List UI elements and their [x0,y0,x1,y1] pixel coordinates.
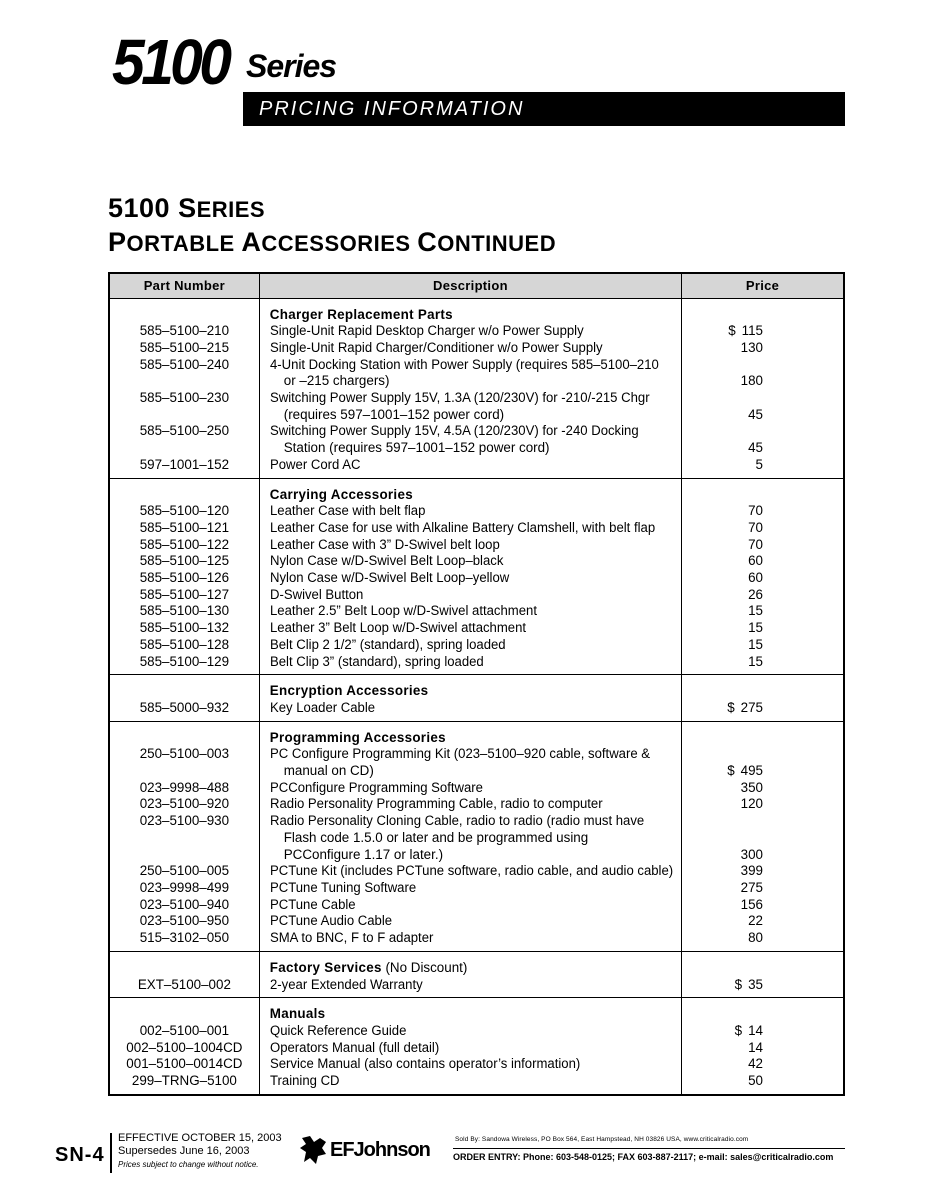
description-cell [259,897,681,914]
price-cell [682,603,844,620]
price-cell [682,813,844,863]
table-row [109,813,844,863]
price-spacer [682,813,763,846]
description: PCTune Audio Cable [269,913,392,929]
part-number: 023–5100–950 [109,913,259,930]
table-row [109,880,844,897]
category-title: Manuals [269,1006,326,1022]
table-row [109,930,844,951]
description-cell [259,880,681,897]
table-row [109,503,844,520]
price-value: 70 [748,519,763,535]
description-continued: Flash code 1.5.0 or later and be programmed using [283,829,589,845]
part-number: 250–5100–003 [109,746,259,779]
price-cell [682,620,844,637]
description-cell [259,780,681,797]
part-number: 597–1001–152 [109,457,259,478]
description: PC Configure Programming Kit (023–5100–920 cable, software & [269,746,650,762]
price-cell [682,587,844,604]
table-row [109,1073,844,1095]
category-title: Carrying Accessories [269,486,413,502]
description-cell [259,654,681,675]
price-disclaimer: Prices subject to change without notice. [118,1160,259,1169]
price-spacer [682,390,763,407]
price-cell [682,1040,844,1057]
price-value: 275 [740,699,763,715]
description: 2-year Extended Warranty [269,976,423,992]
price-cell [682,553,844,570]
description: Single-Unit Rapid Desktop Charger w/o Power Supply [269,323,584,339]
price-cell [682,746,844,779]
section-title-line2: PORTABLE ACCESSORIES CONTINUED [108,227,557,257]
table-row [109,977,844,998]
table-row [109,457,844,478]
category-title: Programming Accessories [269,729,446,745]
table-row [109,863,844,880]
price-cell [682,977,844,998]
price-cell [682,863,844,880]
description-cell [259,620,681,637]
price-cell [682,700,844,721]
pricing-banner: PRICING INFORMATION [243,92,845,126]
description: Power Cord AC [269,456,361,472]
table-row [109,620,844,637]
price-value: 60 [748,553,763,569]
price-value: 180 [740,373,763,389]
section-title-line1: 5100 SERIES [108,193,266,223]
price-value: 300 [740,846,763,862]
price-cell [682,930,844,951]
description-cell [259,796,681,813]
price-value: 15 [748,603,763,619]
price-cell [682,1056,844,1073]
price-value: 275 [740,880,763,895]
description-cell [259,746,681,779]
part-number: EXT–5100–002 [109,977,259,998]
price-spacer [682,423,763,440]
part-number: 585–5100–127 [109,587,259,604]
description-cell [259,1073,681,1095]
table-header-row [109,273,844,298]
description-cell [259,637,681,654]
part-number: 585–5100–230 [109,390,259,423]
description: Leather Case for use with Alkaline Battery Clamshell, with belt flap [269,519,655,535]
brand-number: 5100 [112,26,229,98]
description: Leather Case with belt flap [269,503,426,519]
category-row [109,998,844,1023]
table-row [109,1056,844,1073]
description: D-Swivel Button [269,586,364,602]
table-row [109,780,844,797]
price-value: 50 [748,1073,763,1089]
category-title: Factory Services [269,959,382,975]
price-cell [682,357,844,390]
price-value: 42 [748,1056,763,1072]
description-cell [259,603,681,620]
description-cell [259,587,681,604]
description-cell [259,503,681,520]
description-continued: PCConfigure 1.17 or later.) [283,846,444,862]
brand-series: Series [246,48,337,84]
price-cell [682,880,844,897]
price-cell [682,340,844,357]
price-value: 14 [748,1039,763,1055]
logo-text: EFJohnson [330,1138,430,1161]
currency-symbol: $ [728,323,736,339]
currency-symbol: $ [734,1022,743,1038]
table-row [109,746,844,779]
category-title: Charger Replacement Parts [269,306,453,322]
header-description: Description [259,273,681,298]
part-number: 585–5000–932 [109,700,259,721]
currency-symbol: $ [727,763,735,779]
part-number: 023–9998–488 [109,780,259,797]
order-entry: ORDER ENTRY: Phone: 603-548-0125; FAX 603-887-2117; e-mail: sales@criticalradio.com [453,1152,834,1162]
description: Quick Reference Guide [269,1022,407,1038]
part-number: 585–5100–130 [109,603,259,620]
price-value: 15 [748,653,763,669]
part-number: 002–5100–001 [109,1023,259,1040]
price-cell [682,323,844,340]
part-number: 515–3102–050 [109,930,259,951]
part-number: 023–5100–940 [109,897,259,914]
part-number: 585–5100–240 [109,357,259,390]
description: Service Manual (also contains operator’s information) [269,1056,580,1072]
price-cell [682,537,844,554]
description: PCConfigure Programming Software [269,779,483,795]
table-row [109,897,844,914]
price-cell [682,570,844,587]
price-value: 80 [748,930,763,946]
category-row [109,298,844,323]
description: Nylon Case w/D-Swivel Belt Loop–yellow [269,570,509,586]
table-row [109,637,844,654]
description: Operators Manual (full detail) [269,1039,439,1055]
part-number: 585–5100–126 [109,570,259,587]
price-value: 22 [748,913,763,929]
description-cell [259,930,681,951]
description: SMA to BNC, F to F adapter [269,930,434,946]
category-row [109,721,844,746]
price-value: 350 [740,779,763,795]
description-cell [259,813,681,863]
description-cell [259,537,681,554]
price-cell [682,1023,844,1040]
footer-divider [110,1133,112,1173]
price-spacer [682,746,763,763]
part-number: 585–5100–120 [109,503,259,520]
description-cell [259,570,681,587]
table-row [109,390,844,423]
supersedes-date: Supersedes June 16, 2003 [118,1145,250,1157]
table-row [109,357,844,390]
category-row [109,478,844,503]
description: Radio Personality Programming Cable, radio to computer [269,796,603,812]
price-value: 130 [740,339,763,355]
efjohnson-logo [300,1134,430,1166]
table-row [109,537,844,554]
description: Switching Power Supply 15V, 1.3A (120/230V) for -210/-215 Chgr [269,390,650,406]
price-cell [682,780,844,797]
part-number: 250–5100–005 [109,863,259,880]
price-value: 35 [748,976,763,992]
description-cell [259,863,681,880]
description-cell [259,390,681,423]
description: Nylon Case w/D-Swivel Belt Loop–black [269,553,504,569]
effective-date: EFFECTIVE OCTOBER 15, 2003 [118,1132,282,1144]
description-cell [259,553,681,570]
part-number: 023–5100–930 [109,813,259,863]
description: Training CD [269,1073,340,1089]
price-value: 15 [748,620,763,636]
description-cell [259,357,681,390]
price-cell [682,897,844,914]
price-value: 120 [740,796,763,812]
price-cell [682,423,844,456]
description-cell [259,700,681,721]
table-row [109,1040,844,1057]
sold-by: Sold By: Sandowa Wireless, PO Box 564, East Hampstead, NH 03826 USA, www.criticalradio.com [455,1136,749,1143]
price-value: 60 [748,570,763,586]
description-cell [259,457,681,478]
part-number: 585–5100–129 [109,654,259,675]
description: Leather Case with 3” D-Swivel belt loop [269,536,500,552]
description: Key Loader Cable [269,699,375,715]
price-value: 495 [740,763,763,779]
header-price: Price [682,273,844,298]
table-row [109,587,844,604]
table-row [109,796,844,813]
currency-symbol: $ [727,699,735,715]
part-number: 001–5100–0014CD [109,1056,259,1073]
description-continued: (requires 597–1001–152 power cord) [283,406,505,422]
description: Single-Unit Rapid Charger/Conditioner w/o Power Supply [269,339,603,355]
table-row [109,423,844,456]
price-cell [682,796,844,813]
part-number: 023–9998–499 [109,880,259,897]
efjohnson-logo-icon [300,1134,328,1166]
table-row [109,570,844,587]
table-row [109,913,844,930]
description-cell [259,913,681,930]
description: 4-Unit Docking Station with Power Supply (requires 585–5100–210 [269,356,659,372]
table-row [109,340,844,357]
price-value: 5 [755,456,763,472]
part-number: 585–5100–210 [109,323,259,340]
part-number: 585–5100–250 [109,423,259,456]
description-cell [259,1056,681,1073]
price-value: 156 [740,896,763,912]
description-cell [259,520,681,537]
description: Leather 2.5” Belt Loop w/D-Swivel attachment [269,603,537,619]
table-row [109,323,844,340]
description-cell [259,1040,681,1057]
price-cell [682,503,844,520]
description-continued: Station (requires 597–1001–152 power cord) [283,440,550,456]
description: Leather 3” Belt Loop w/D-Swivel attachment [269,620,526,636]
footer-rule [453,1148,845,1149]
description: PCTune Kit (includes PCTune software, radio cable, and audio cable) [269,863,673,879]
category-row [109,675,844,700]
price-value: 26 [748,586,763,602]
price-value: 70 [748,503,763,519]
price-value: 70 [748,536,763,552]
part-number: 585–5100–132 [109,620,259,637]
description: Belt Clip 3” (standard), spring loaded [269,653,484,669]
price-value: 45 [748,440,763,456]
part-number: 585–5100–122 [109,537,259,554]
price-spacer [682,357,763,374]
description-cell [259,323,681,340]
price-cell [682,637,844,654]
table-row [109,654,844,675]
accessories-price-table [108,272,845,1096]
table-row [109,1023,844,1040]
category-note: (No Discount) [381,959,468,975]
description: Belt Clip 2 1/2” (standard), spring loaded [269,636,506,652]
price-cell [682,457,844,478]
table-row [109,700,844,721]
price-value: 45 [748,406,763,422]
description: PCTune Tuning Software [269,880,416,895]
price-value: 399 [740,863,763,879]
description-cell [259,340,681,357]
part-number: 585–5100–121 [109,520,259,537]
description-continued: manual on CD) [283,763,374,779]
part-number: 299–TRNG–5100 [109,1073,259,1095]
part-number: 585–5100–125 [109,553,259,570]
category-row [109,951,844,976]
price-cell [682,1073,844,1095]
currency-symbol: $ [734,976,743,992]
part-number: 585–5100–128 [109,637,259,654]
price-cell [682,520,844,537]
effective-dates [118,1132,282,1171]
description-cell [259,1023,681,1040]
price-value: 14 [748,1022,763,1038]
description-cell [259,977,681,998]
description: PCTune Cable [269,896,356,912]
description-cell [259,423,681,456]
part-number: 002–5100–1004CD [109,1040,259,1057]
table-row [109,520,844,537]
table-row [109,603,844,620]
part-number: 023–5100–920 [109,796,259,813]
price-cell [682,654,844,675]
section-title [108,192,556,260]
table-body [109,298,844,1095]
price-value: 115 [741,323,763,339]
category-title: Encryption Accessories [269,683,429,699]
table-row [109,553,844,570]
part-number: 585–5100–215 [109,340,259,357]
price-cell [682,390,844,423]
description: Switching Power Supply 15V, 4.5A (120/230V) for -240 Docking [269,423,639,439]
page-code: SN-4 [55,1144,105,1166]
price-cell [682,913,844,930]
header-part-number: Part Number [109,273,259,298]
price-value: 15 [748,636,763,652]
description: Radio Personality Cloning Cable, radio to radio (radio must have [269,813,644,829]
description-continued: or –215 chargers) [283,373,390,389]
